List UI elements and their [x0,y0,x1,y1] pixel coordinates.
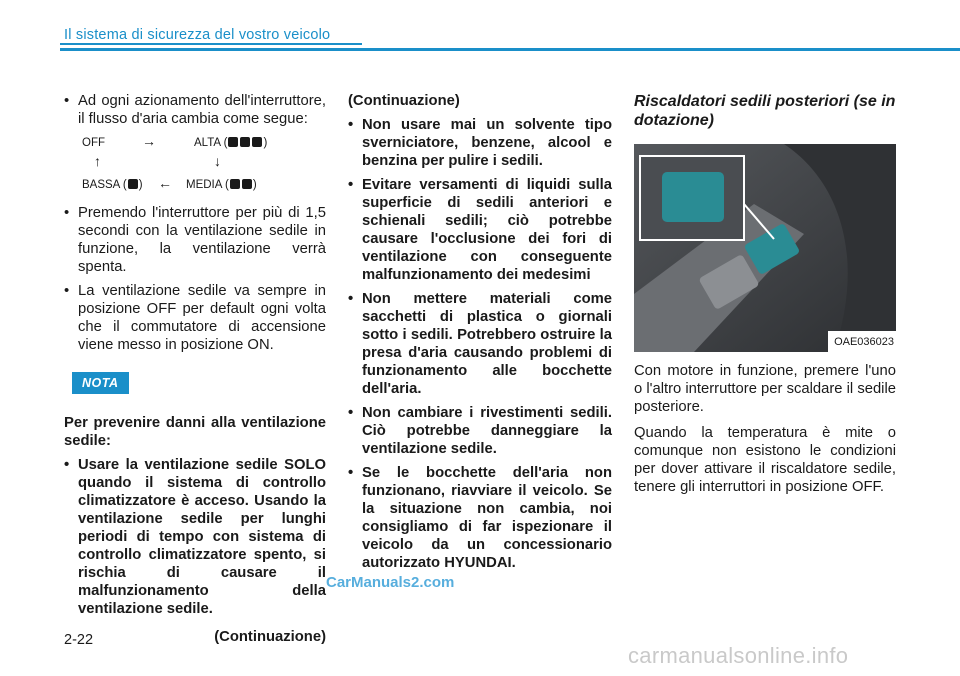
section-title: Riscaldatori sedili posteriori (se in dotazione) [634,93,896,129]
flow-media-label: MEDIA ( ) [186,179,257,191]
list-item: • Non mettere materiali come sacchetti di plastica o giornali sotto i sedili. Potrebbero ostruire la presa d'aria causando problemi di funzionamento alle bocchette dell'aria. [348,291,612,397]
page-number: 2-22 [64,632,94,648]
arrow-left-icon: ← [158,175,172,191]
airflow-cycle-diagram [64,134,326,196]
header-rule [60,48,960,51]
section-header-title: Il sistema di sicurezza del vostro veicolo [64,27,331,43]
list-item: • Ad ogni azionamento dell'interruttore, il flusso d'aria cambia come segue: [64,93,326,127]
flow-alta-label: ALTA ( ) [194,137,268,149]
column-2 [348,92,612,578]
list-item: • Non cambiare i rivestimenti sedili. Ciò potrebbe danneggiare la ventilazione sedile. [348,405,612,457]
list-item: • Evitare versamenti di liquidi sulla superficie di sedili anteriori e schienali sedili; ciò potrebbe causare l'occlusione dei fori di ventilazione con conseguente malfunzionamento dei medesimi [348,177,612,283]
paragraph: Quando la temperatura è mite o comunque non esistono le condizioni per dover attivare il riscaldatore sedile, tenere gli interruttori in posizione OFF. [634,425,896,495]
rear-seat-heater-photo [634,144,896,352]
door-panel-illustration [634,144,896,352]
image-code: OAE036023 [828,331,896,352]
warning-heading: Per prevenire danni alla ventilazione sedile: [64,415,326,449]
warning-list [64,456,326,618]
fan-icon [128,179,138,189]
continued-label: (Continuazione) [348,93,460,109]
arrow-up-icon: ↑ [94,153,101,169]
ventilation-list [64,92,326,128]
fan-icon [242,179,252,189]
site-watermark: carmanualsonline.info [628,643,849,668]
watermark-link[interactable]: CarManuals2.com [326,574,455,591]
fan-icon [230,179,240,189]
list-item: • Premendo l'interruttore per più di 1,5 secondi con la ventilazione sedile in funzione, la ventilazione verrà spenta. [64,205,326,275]
list-item: • La ventilazione sedile va sempre in posizione OFF per default ogni volta che il commutatore di accensione viene messo in posizione ON. [64,283,326,353]
column-1 [64,92,326,646]
list-item: • Non usare mai un solvente tipo sverniciatore, benzene, alcool e benzina per pulire i sedili. [348,117,612,169]
paragraph: Con motore in funzione, premere l'uno o l'altro interruttore per scaldare il sedile posteriore. [634,363,896,415]
ventilation-list-2 [64,204,326,354]
flow-off-label: OFF [82,137,105,149]
fan-icon [228,137,238,147]
fan-icon [252,137,262,147]
list-item: • Se le bocchette dell'aria non funzionano, riavviare il veicolo. Se la situazione non cambia, noi consigliamo di far ispezionare il veicolo da un concessionario autorizzato HYUNDAI. [348,465,612,571]
column-3 [634,92,896,496]
list-item: • Usare la ventilazione sedile SOLO quando il sistema di controllo climatizzatore è acceso. Usando la ventilazione sedile per lunghi periodi di tempo con sistema di controllo climatizzatore spento, si rischia di causare il malfunzionamento della ventilazione sedile. [64,457,326,617]
nota-badge: NOTA [72,372,129,394]
header-rule-short [60,43,362,45]
arrow-down-icon: ↓ [214,153,221,169]
fan-icon [240,137,250,147]
continued-label: (Continuazione) [214,629,326,645]
caution-list [348,116,612,572]
arrow-right-icon: → [142,133,156,149]
flow-bassa-label: BASSA ( ) [82,179,143,191]
